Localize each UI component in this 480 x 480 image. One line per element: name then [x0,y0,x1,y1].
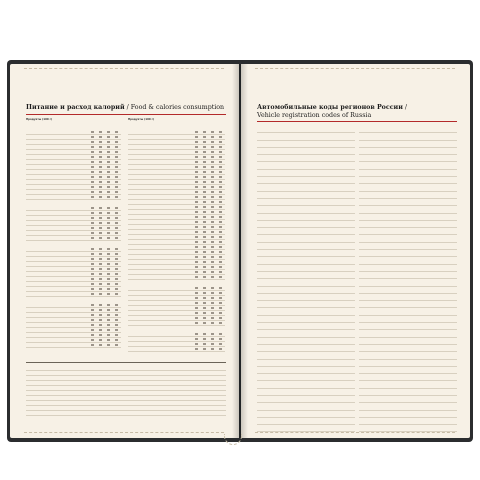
col2-header: Продукты (100 г) [128,118,155,121]
region-code-row [257,141,355,148]
region-code-row [359,272,457,279]
region-code-row [257,206,355,213]
region-code-row [359,126,457,133]
bookmark-ribbon [224,434,242,445]
region-code-row [257,418,355,425]
region-code-row [359,323,457,330]
region-code-row [257,411,355,418]
right-page-subtitle: Vehicle registration codes of Russia [257,112,372,119]
region-code-row [257,221,355,228]
region-code-row [359,243,457,250]
region-code-row [257,338,355,345]
region-code-row [359,287,457,294]
region-code-row [359,381,457,388]
region-code-row [359,367,457,374]
region-code-row [257,403,355,410]
region-code-row [359,330,457,337]
region-code-row [359,148,457,155]
region-code-row [359,170,457,177]
region-code-row [257,243,355,250]
region-code-row [359,338,457,345]
region-code-row [359,228,457,235]
region-code-row [359,374,457,381]
region-code-row [257,250,355,257]
region-code-row [359,141,457,148]
region-code-row [359,418,457,425]
region-code-row [257,235,355,242]
table-row [128,347,225,352]
region-code-row [359,235,457,242]
region-code-row [257,287,355,294]
region-code-row [257,396,355,403]
region-code-row [257,316,355,323]
region-code-row [257,214,355,221]
region-code-row [359,279,457,286]
region-code-row [359,403,457,410]
region-code-row [257,162,355,169]
food-table-col2 [128,124,225,352]
region-code-row [359,155,457,162]
region-code-row [359,199,457,206]
region-code-row [359,133,457,140]
region-code-row [257,170,355,177]
region-code-row [257,257,355,264]
region-code-row [359,352,457,359]
right-page-title: Автомобильные коды регионов России / [257,104,408,111]
region-code-row [359,162,457,169]
region-code-row [257,199,355,206]
region-code-row [359,294,457,301]
region-code-row [257,272,355,279]
region-code-row [257,126,355,133]
stitching-bottom [24,432,224,433]
region-code-row [359,360,457,367]
region-code-row [359,221,457,228]
col1-header: Продукты (100 г) [26,118,53,121]
region-code-row [257,192,355,199]
region-code-row [257,323,355,330]
region-code-row [257,330,355,337]
activity-table-rule [26,362,226,363]
left-page [10,64,239,438]
region-code-row [359,257,457,264]
region-code-row [359,345,457,352]
region-code-row [359,389,457,396]
region-code-row [359,192,457,199]
food-table-col1 [26,124,121,348]
region-code-row [359,308,457,315]
region-code-row [257,374,355,381]
right-title-rule [257,121,457,122]
region-code-row [359,214,457,221]
stitching-bottom-right [255,432,455,433]
region-code-row [257,177,355,184]
region-code-row [257,265,355,272]
region-code-row [359,396,457,403]
region-code-row [257,381,355,388]
table-row [26,343,121,348]
region-code-row [257,228,355,235]
region-code-row [257,133,355,140]
region-code-row [359,301,457,308]
region-code-row [257,432,355,438]
region-code-row [257,155,355,162]
stitching-top [24,68,224,69]
region-code-row [257,360,355,367]
region-code-row [359,206,457,213]
region-code-row [257,389,355,396]
region-code-row [359,265,457,272]
region-code-row [257,184,355,191]
region-code-row [257,308,355,315]
region-code-row [359,432,457,438]
activity-row [26,411,226,416]
region-codes-col2 [359,126,457,438]
region-code-row [359,411,457,418]
left-page-title: Питание и расход калорий / Food & calories consumption [26,104,225,111]
left-title-rule [26,114,226,115]
page-gutter [232,64,248,438]
region-code-row [359,316,457,323]
activity-table [26,366,226,416]
region-code-row [359,184,457,191]
region-code-row [257,279,355,286]
region-code-row [257,301,355,308]
region-code-row [257,294,355,301]
right-page [241,64,470,438]
region-code-row [257,367,355,374]
region-code-row [359,177,457,184]
region-code-row [257,352,355,359]
stitching-top-right [255,68,455,69]
region-codes-col1 [257,126,355,438]
region-code-row [257,148,355,155]
region-code-row [257,345,355,352]
region-code-row [359,250,457,257]
